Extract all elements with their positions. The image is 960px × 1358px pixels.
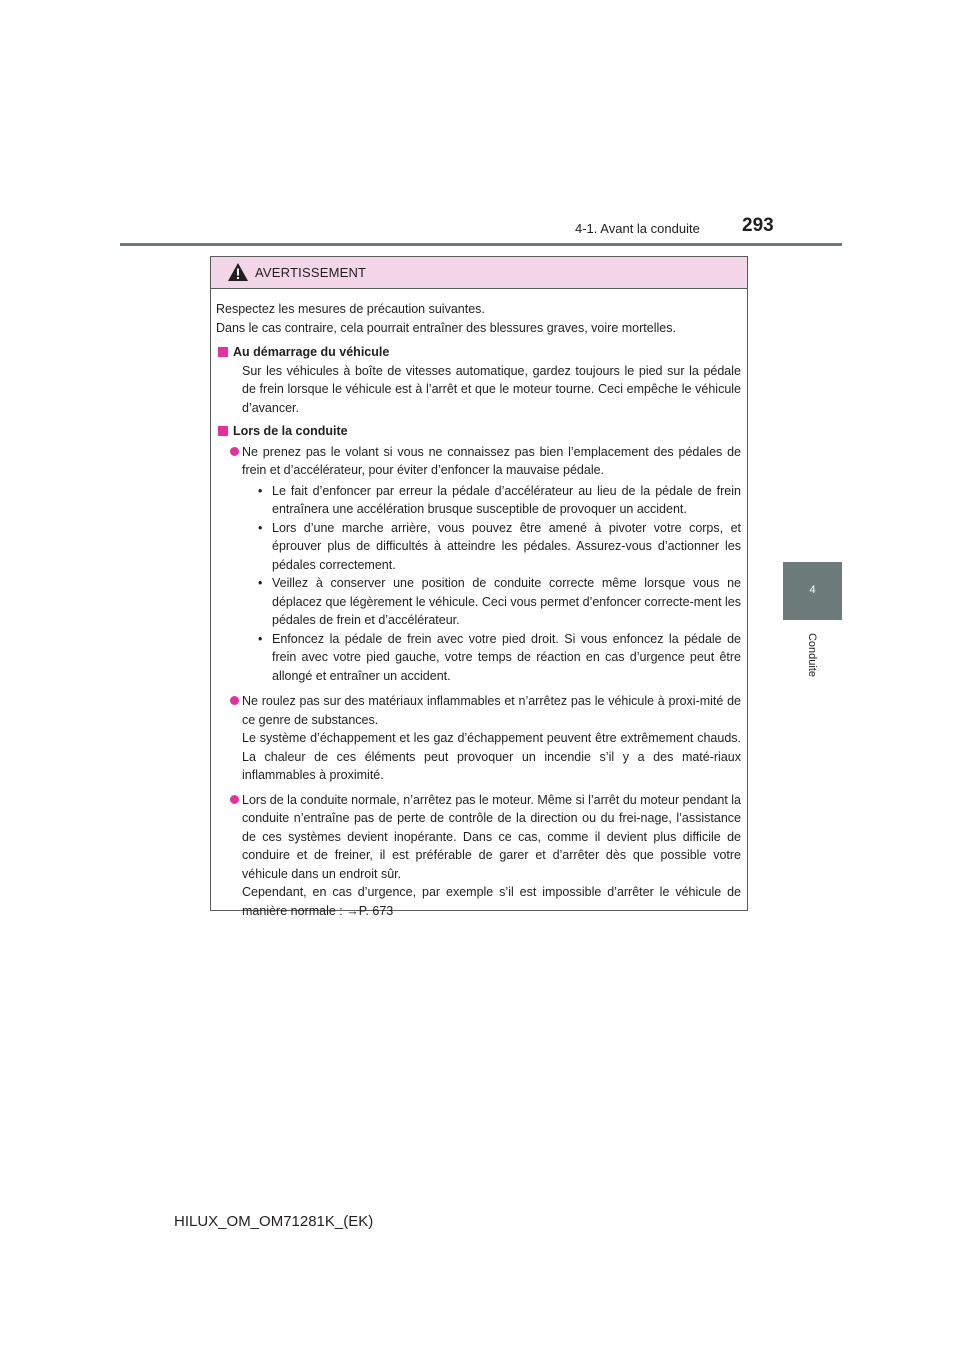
intro-line-1: Respectez les mesures de précaution suivantes. — [216, 302, 485, 316]
sub-list — [216, 482, 741, 686]
list-item-text: Ne prenez pas le volant si vous ne connaissez pas bien l’emplacement des pédales de frein et d’accélérateur, pour éviter d’enfoncer la mauvaise pédale. — [242, 444, 741, 477]
chapter-number: 4 — [809, 584, 816, 596]
warning-triangle-icon — [227, 262, 249, 282]
chapter-label: Conduite — [806, 632, 818, 678]
warning-box — [210, 256, 748, 918]
sub-marker: • — [258, 483, 263, 498]
page-number: 293 — [742, 215, 774, 236]
dot-bullet-icon — [230, 447, 239, 456]
sub-item-text: Enfoncez la pédale de frein avec votre pied droit. Si vous enfoncez la pédale de frein avec votre pied gauche, votre temps de réaction en cas d’urgence peut être allongé et entraîner un accident. — [272, 631, 741, 683]
section-title-text: Lors de la conduite — [233, 424, 348, 438]
list-item — [216, 443, 741, 480]
section-title — [216, 343, 741, 362]
section-title — [216, 422, 741, 441]
square-bullet-icon — [218, 426, 228, 436]
footer-document-code: HILUX_OM_OM71281K_(EK) — [174, 1213, 374, 1230]
list-item — [216, 692, 741, 785]
sub-marker: • — [258, 520, 263, 535]
dot-bullet-icon — [230, 696, 239, 705]
section-driving — [216, 422, 741, 920]
list-item — [216, 791, 741, 921]
warning-body — [211, 289, 747, 920]
sub-item — [258, 482, 741, 519]
list-item-text: Ne roulez pas sur des matériaux inflammables et n’arrêtez pas le véhicule à proxi-mité de ce genre de substances. — [242, 694, 741, 727]
section-text: Sur les véhicules à boîte de vitesses automatique, gardez toujours le pied sur la pédale de frein lorsque le véhicule est à l’arrêt et que le moteur tourne. Ceci empêche le véhicule d’avancer. — [242, 363, 741, 415]
list-item-text: Lors de la conduite normale, n’arrêtez pas le moteur. Même si l’arrêt du moteur pendant la conduite n’entraîne pas de perte de contrôle de la direction ou du frei-nage, l’assistance de ces systèmes devient inopérante. Dans ce cas, comme il devient plus difficile de conduire et de freiner, il est préférable de garer et d’arrêter dès que possible votre véhicule dans un endroit sûr. — [242, 792, 741, 881]
header-rule — [120, 243, 842, 246]
warning-header — [211, 257, 747, 289]
list-item-text-2: Le système d’échappement et les gaz d’échappement peuvent être extrêmement chauds. La chaleur de ces éléments peut provoquer un incendie s’il y a des maté-riaux inflammables à proximité. — [242, 731, 741, 782]
sub-item-text: Lors d’une marche arrière, vous pouvez être amené à pivoter votre corps, et éprouver plus de difficultés à atteindre les pédales. Assurez-vous d’actionner les pédales correctement. — [272, 520, 741, 572]
section-title-text: Au démarrage du véhicule — [233, 345, 390, 359]
sub-item-text: Veillez à conserver une position de conduite correcte même lorsque vous ne déplacez que légèrement le véhicule. Ceci vous permet d’enfoncer correcte-ment les pédales de frein et d’accélérateur. — [272, 576, 741, 627]
warning-title: AVERTISSEMENT — [255, 265, 367, 280]
warning-intro — [216, 300, 741, 337]
intro-line-2: Dans le cas contraire, cela pourrait entraîner des blessures graves, voire mortelles. — [216, 320, 676, 335]
dot-bullet-icon — [230, 795, 239, 804]
header-section-title: 4-1. Avant la conduite — [575, 221, 700, 236]
sub-item — [258, 574, 741, 630]
list-item-text-2: Cependant, en cas d’urgence, par exemple s’il est impossible d’arrêter le véhicule de manière normale : →P. 673 — [242, 885, 741, 918]
sub-marker: • — [258, 576, 263, 590]
chapter-tab — [783, 562, 842, 620]
section-starting — [216, 343, 741, 417]
sub-marker: • — [258, 631, 263, 646]
sub-item — [258, 630, 741, 686]
sub-item — [258, 519, 741, 575]
square-bullet-icon — [218, 347, 228, 357]
sub-item-text: Le fait d’enfoncer par erreur la pédale d’accélérateur au lieu de la pédale de frein entraînera une accélération brusque susceptible de provoquer un accident. — [272, 483, 741, 516]
